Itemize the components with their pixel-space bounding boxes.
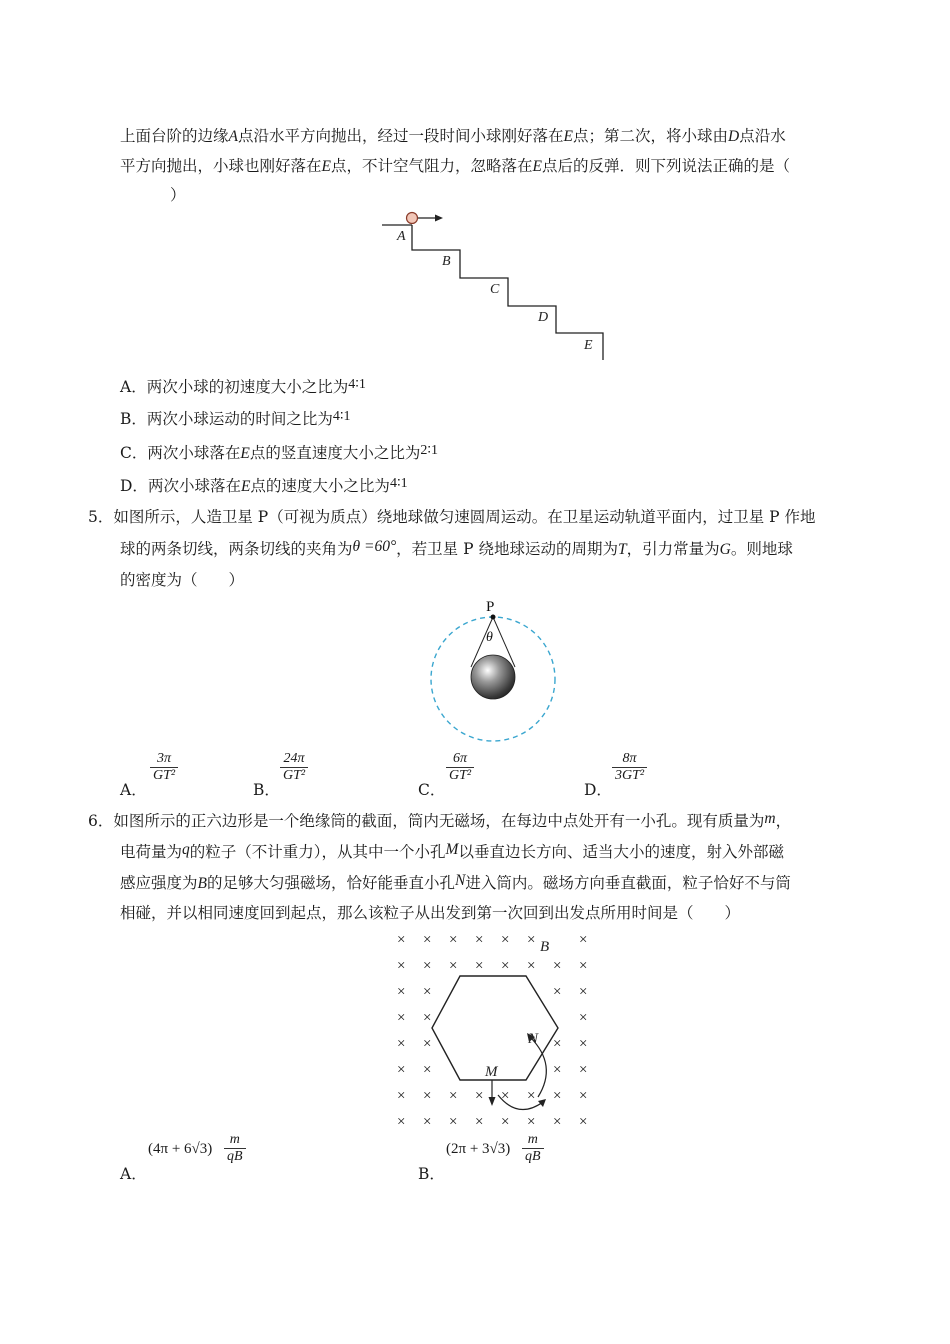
q6-text: 进入筒内。磁场方向垂直截面，粒子恰好不与筒 [465,874,791,892]
field-cross-icon: × [527,1114,536,1125]
ball-icon [407,213,418,224]
q6-text: 感应强度为 [120,874,198,892]
option-letter: C． [120,444,148,462]
earth-icon [471,655,515,699]
fraction-numerator: 8π [622,751,637,766]
option-ratio: 4∶1 [389,476,408,491]
field-cross-icon: × [553,1114,562,1125]
option-text: 两次小球落在 [147,477,241,495]
q5-text: ，若卫星 P 绕地球运动的周期为 [396,540,618,558]
q6-text: 如图所示的正六边形是一个绝缘筒的截面，筒内无磁场，在每边中点处开有一小孔。现有质量为 [113,812,765,830]
q5-option-c[interactable] [418,779,445,801]
q4-text: 平方向抛出，小球也刚好落在 [120,157,322,175]
q5-stem-line-1 [88,506,816,528]
q6-option-a[interactable] [120,1163,147,1185]
stair-label-a: A [397,229,406,244]
field-cross-icon: × [579,1062,588,1078]
field-cross-icon: × [475,1088,484,1104]
field-cross-icon: × [579,932,588,948]
option-text: 点的速度大小之比为 [250,477,390,495]
q5-option-a-fraction [150,751,178,784]
q6-option-a-fraction [224,1132,246,1165]
field-cross-icon: × [423,1088,432,1104]
question-number: 5． [88,508,114,526]
hole-label-n: N [528,1031,539,1047]
option-point-e: E [240,478,251,495]
q5-text: 的密度为（ ） [120,571,245,589]
stair-label-b: B [442,254,451,269]
field-cross-icon: × [423,1036,432,1052]
field-label-b: B [540,939,550,955]
field-cross-icon: × [397,958,406,974]
q5-symbol-t: T [617,541,627,558]
field-cross-icon: × [423,958,432,974]
field-cross-icon: × [527,958,536,974]
q6-symbol-n: N [455,872,466,889]
field-cross-icon: × [553,958,562,974]
q6-stem-line-4 [120,902,740,924]
field-cross-icon: × [501,958,510,974]
q6-text: 以垂直边长方向、适当大小的速度，射入外部磁 [458,843,784,861]
field-cross-icon: × [527,1088,536,1104]
option-letter: B． [253,781,280,799]
stair-label-c: C [490,282,500,297]
q4-stem-line-3 [170,184,186,206]
field-cross-icon: × [579,1036,588,1052]
q4-point-e: E [563,128,573,145]
q5-option-d-fraction [612,751,647,784]
q4-stem-line-1 [120,125,786,148]
field-cross-icon: × [423,932,432,948]
q6-text: 的粒子（不计重力），从其中一个小孔 [189,843,446,861]
q4-staircase-figure [375,205,615,365]
q5-text: 球的两条切线，两条切线的夹角为 [120,540,353,558]
field-cross-icon: × [423,1010,432,1026]
q6-magnetic-field-figure [388,925,598,1125]
q5-text: 。则地球 [730,540,793,558]
option-point-e: E [240,445,250,462]
option-text: 点的竖直速度大小之比为 [249,444,421,462]
option-ratio: 4∶1 [332,409,351,424]
field-cross-icon: × [475,932,484,948]
q4-option-b[interactable] [120,408,351,432]
q4-point-d: D [727,128,740,145]
option-ratio: 2∶1 [420,443,439,458]
q6-stem-line-3 [120,872,791,895]
fraction-numerator: 3π [157,751,172,766]
q4-text: ） [170,186,186,204]
fraction-denominator: GT² [280,767,308,784]
stair-label-d: D [538,310,549,325]
q4-point-e: E [532,158,542,175]
satellite-label-p: P [486,599,495,615]
field-cross-icon: × [449,932,458,948]
q5-stem-line-2 [120,538,793,561]
q6-option-b-fraction [522,1132,544,1165]
field-cross-icon: × [501,1088,510,1104]
option-text: 两次小球运动的时间之比为 [146,410,333,428]
field-cross-icon: × [397,1088,406,1104]
question-number: 6． [88,812,114,830]
q6-symbol-m: m [764,810,776,827]
q4-option-c[interactable] [120,442,438,466]
option-text: 两次小球落在 [147,444,241,462]
field-cross-icon: × [423,1114,432,1125]
q6-symbol-m-hole: M [445,841,459,858]
angle-theta-label: θ [486,630,493,645]
q4-text: 点沿水平方向抛出，经过一段时间小球刚好落在 [237,127,564,145]
q5-text: 如图所示，人造卫星 P（可视为质点）绕地球做匀速圆周运动。在卫星运动轨道平面内，过卫星 P 作地 [113,508,816,526]
q6-stem-line-1 [88,810,791,833]
q4-option-d[interactable] [120,475,408,499]
q6-option-b[interactable] [418,1163,445,1185]
q4-stem-line-2 [120,155,790,178]
field-cross-icon: × [579,984,588,1000]
q5-theta-equation: θ =60° [352,538,397,555]
field-cross-icon: × [553,1088,562,1104]
field-cross-icon: × [397,1010,406,1026]
q5-symbol-g: G [719,541,731,558]
fraction-numerator: 24π [283,751,305,766]
q4-point-a: A [228,128,238,145]
fraction-numerator: 6π [453,751,468,766]
field-cross-icon: × [579,1010,588,1026]
field-cross-icon: × [423,984,432,1000]
fraction-denominator: 3GT² [612,767,647,784]
q4-text: 点沿水 [739,127,786,145]
fraction-numerator: m [229,1132,240,1147]
velocity-arrow-icon [489,1097,496,1106]
option-letter: B． [418,1165,445,1183]
field-cross-icon: × [397,1062,406,1078]
field-cross-icon: × [397,1036,406,1052]
q6-option-b-expr: (2π + 3√3) [446,1141,511,1157]
q5-stem-line-3 [120,569,244,591]
q4-point-e: E [321,158,331,175]
option-ratio: 4∶1 [348,377,366,392]
q5-text: ，引力常量为 [626,540,720,558]
field-cross-icon: × [475,1114,484,1125]
q6-option-a-expr: (4π + 6√3) [148,1141,213,1157]
satellite-icon [491,615,496,620]
field-cross-icon: × [579,1088,588,1104]
field-cross-icon: × [579,958,588,974]
option-text: 两次小球的初速度大小之比为 [146,378,349,396]
field-cross-icon: × [423,1062,432,1078]
field-cross-icon: × [397,1114,406,1125]
q6-symbol-q: q [182,841,190,858]
field-cross-icon: × [553,1036,562,1052]
option-letter: D． [584,781,612,799]
field-cross-icon: × [449,1088,458,1104]
q6-text: ， [775,812,792,830]
q4-text: 点；第二次，将小球由 [572,127,728,145]
q4-option-a[interactable] [120,376,366,400]
q5-satellite-figure [425,595,565,745]
field-cross-icon: × [553,1062,562,1078]
field-cross-icon: × [449,1114,458,1125]
q5-option-b[interactable] [253,779,280,801]
q5-option-d[interactable] [584,779,612,801]
fraction-denominator: qB [522,1148,544,1165]
q4-text: 点后的反弹．则下列说法正确的是（ [541,157,790,175]
q6-symbol-b: B [197,875,207,892]
q5-option-b-fraction [280,751,308,784]
q6-stem-line-2 [120,841,784,864]
fraction-denominator: qB [224,1148,246,1165]
q5-option-c-fraction [446,751,474,784]
field-cross-icon: × [553,984,562,1000]
fraction-numerator: m [527,1132,538,1147]
q6-text: 的足够大匀强磁场，恰好能垂直小孔 [206,874,455,892]
field-cross-icon: × [527,932,536,948]
field-cross-icon: × [449,958,458,974]
field-cross-icon: × [501,932,510,948]
option-letter: A． [120,378,147,396]
option-letter: A． [120,1165,147,1183]
q4-text: 点，不计空气阻力，忽略落在 [330,157,533,175]
fraction-denominator: GT² [446,767,474,784]
field-cross-icon: × [397,984,406,1000]
q6-text: 相碰，并以相同速度回到起点，那么该粒子从出发到第一次回到出发点所用时间是（ ） [120,904,741,922]
hole-label-m: M [485,1064,498,1080]
field-cross-icon: × [475,958,484,974]
stair-label-e: E [584,338,593,353]
option-letter: B． [120,410,147,428]
q6-text: 电荷量为 [120,843,183,861]
option-letter: A． [120,781,147,799]
option-letter: C． [418,781,446,799]
field-cross-icon: × [501,1114,510,1125]
q4-text: 上面台阶的边缘 [120,127,229,145]
fraction-denominator: GT² [150,767,178,784]
field-cross-icon: × [579,1114,588,1125]
option-letter: D． [120,477,148,495]
field-cross-icon: × [397,932,406,948]
q5-option-a[interactable] [120,779,147,801]
